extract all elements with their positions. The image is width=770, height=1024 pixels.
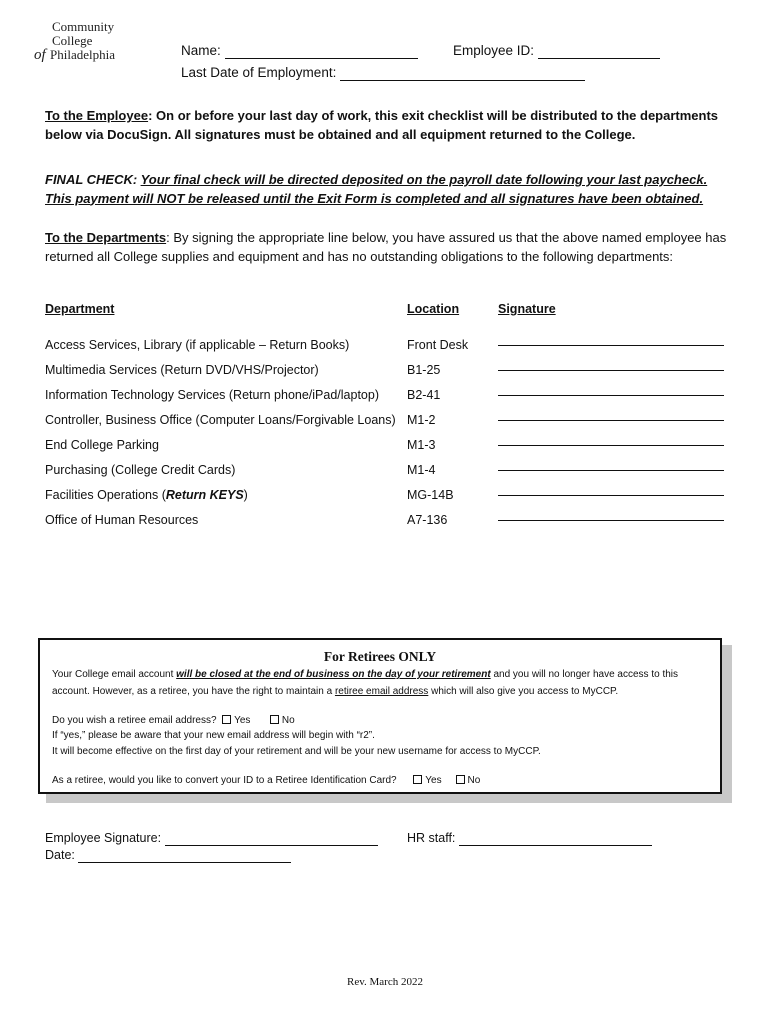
final-check-paragraph	[45, 171, 735, 208]
department-location: Front Desk	[407, 338, 469, 352]
retiree-id-question-text: As a retiree, would you like to convert your ID to a Retiree Identification Card?	[52, 775, 397, 786]
to-departments-lead: To the Departments	[45, 230, 167, 245]
final-check-lead: FINAL CHECK:	[45, 172, 138, 187]
table-row	[45, 386, 735, 404]
revision-note: Rev. March 2022	[347, 976, 423, 988]
yes-label: Yes	[234, 715, 251, 726]
email-closed-emphasis: will be closed at the end of business on the day of your retirement	[176, 669, 491, 680]
department-column-header: Department	[45, 302, 115, 316]
signature-line[interactable]	[498, 344, 724, 346]
department-location: B2-41	[407, 388, 441, 402]
table-row	[45, 336, 735, 354]
signature-line[interactable]	[498, 494, 724, 496]
retiree-note-line2: It will become effective on the first day of your retirement and will be your new username for access to MyCCP.	[52, 746, 541, 757]
department-name-pre: Facilities Operations (	[45, 488, 166, 502]
department-name: Controller, Business Office (Computer Loans/Forgivable Loans)	[45, 413, 396, 427]
table-row	[45, 461, 735, 479]
employee-signature-blank[interactable]	[165, 832, 378, 846]
table-row	[45, 411, 735, 429]
retiree-email-yes-checkbox[interactable]	[222, 715, 231, 724]
location-column-header: Location	[407, 302, 460, 316]
name-label: Name:	[181, 43, 221, 58]
signature-line[interactable]	[498, 394, 724, 396]
retiree-box	[38, 638, 722, 794]
to-employee-colon: :	[148, 108, 153, 123]
hr-staff-blank[interactable]	[459, 832, 652, 846]
last-date-label: Last Date of Employment:	[181, 65, 337, 80]
table-row	[45, 511, 735, 529]
retiree-p1-text: Your College email account	[52, 669, 177, 680]
date-field[interactable]	[45, 847, 291, 863]
final-check-line2: This payment will NOT be released until the Exit Form is completed and all signatures have been obtained.	[45, 190, 704, 206]
signature-line[interactable]	[498, 519, 724, 521]
employee-signature-field[interactable]	[45, 830, 378, 846]
table-row	[45, 486, 735, 504]
no-label: No	[281, 715, 295, 726]
yes-label: Yes	[425, 775, 442, 786]
to-employee-text: On or before your last day of work, this exit checklist will be distributed to the departments below via DocuSign. All signatures must be obtained and all equipment returned to the College.	[45, 108, 719, 142]
department-location: MG-14B	[407, 488, 454, 502]
signature-column-header: Signature	[498, 302, 556, 316]
department-location: A7-136	[407, 513, 448, 527]
department-name: End College Parking	[45, 438, 159, 452]
hr-staff-label: HR staff:	[407, 831, 456, 845]
department-name-post: )	[243, 488, 248, 502]
retiree-id-question	[52, 773, 480, 788]
no-label: No	[467, 775, 481, 786]
to-departments-paragraph	[45, 229, 735, 266]
table-row	[45, 436, 735, 454]
table-row	[45, 361, 735, 379]
department-name: Multimedia Services (Return DVD/VHS/Projector)	[45, 363, 319, 377]
to-employee-lead: To the Employee	[45, 108, 149, 123]
retiree-paragraph-line2	[52, 684, 618, 699]
retiree-box-title: For Retirees ONLY	[323, 649, 437, 664]
logo-line-community: Community	[52, 19, 115, 34]
college-logo	[34, 20, 134, 66]
signature-line[interactable]	[498, 469, 724, 471]
retiree-email-question	[52, 713, 295, 728]
return-keys-emphasis: Return KEYS	[165, 488, 244, 502]
signature-line[interactable]	[498, 444, 724, 446]
name-field[interactable]	[181, 43, 418, 59]
retiree-id-no-checkbox[interactable]	[456, 775, 465, 784]
department-location: B1-25	[407, 363, 441, 377]
name-blank[interactable]	[225, 45, 418, 59]
to-employee-paragraph	[45, 107, 735, 144]
retiree-p1-post: and you will no longer have access to this	[490, 669, 679, 680]
department-name: Information Technology Services (Return phone/iPad/laptop)	[45, 388, 379, 402]
retiree-email-address-underlined: retiree email address	[334, 686, 429, 697]
signature-line[interactable]	[498, 419, 724, 421]
retiree-id-yes-checkbox[interactable]	[413, 775, 422, 784]
logo-line-philadelphia: Philadelphia	[50, 47, 115, 62]
logo-of: of	[34, 47, 46, 63]
department-location: M1-2	[407, 413, 436, 427]
hr-staff-field[interactable]	[407, 830, 652, 846]
department-location: M1-4	[407, 463, 436, 477]
department-name: Access Services, Library (if applicable – Return Books)	[45, 338, 350, 352]
employee-signature-label: Employee Signature:	[45, 831, 162, 845]
retiree-p2-post: which will also give you access to MyCCP.	[428, 686, 619, 697]
last-date-field[interactable]	[181, 65, 585, 81]
date-label: Date:	[45, 848, 75, 862]
department-location: M1-3	[407, 438, 436, 452]
last-date-blank[interactable]	[340, 67, 585, 81]
employee-id-field[interactable]	[453, 43, 660, 59]
retiree-p2-text: account. However, as a retiree, you have the right to maintain a	[52, 686, 335, 697]
employee-id-blank[interactable]	[538, 45, 660, 59]
signature-line[interactable]	[498, 369, 724, 371]
employee-id-label: Employee ID:	[453, 43, 535, 58]
date-blank[interactable]	[78, 849, 291, 863]
retiree-paragraph-line1	[52, 667, 678, 682]
logo-line-college: College	[52, 33, 93, 48]
department-name	[45, 486, 248, 504]
retiree-email-question-text: Do you wish a retiree email address?	[52, 715, 217, 726]
retiree-note-line1: If “yes,” please be aware that your new email address will begin with “r2”.	[52, 730, 375, 741]
department-name: Office of Human Resources	[45, 513, 199, 527]
final-check-line1: Your final check will be directed deposited on the payroll date following your last paycheck.	[140, 172, 708, 187]
retiree-email-no-checkbox[interactable]	[270, 715, 279, 724]
to-departments-colon: :	[166, 230, 170, 245]
department-name: Purchasing (College Credit Cards)	[45, 463, 236, 477]
to-departments-text: By signing the appropriate line below, you have assured us that the above named employee has returned all College supplies and equipment and has no outstanding obligations to the following departments:	[45, 230, 727, 264]
